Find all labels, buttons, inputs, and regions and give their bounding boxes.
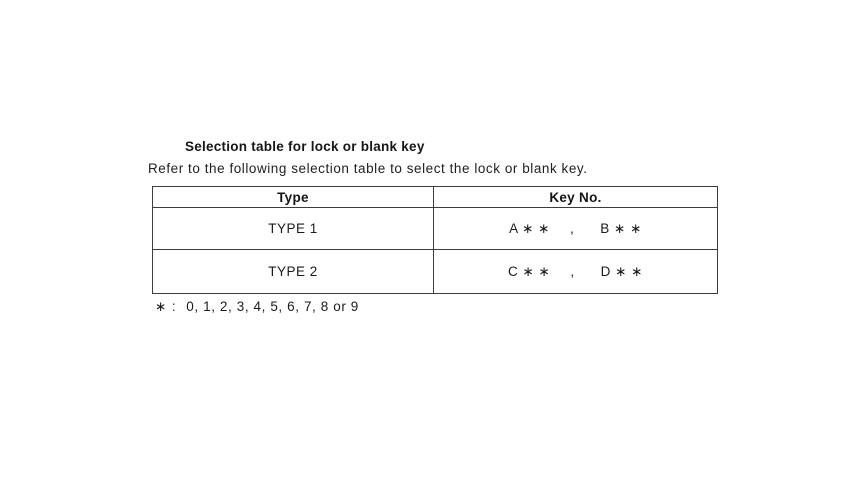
intro-text: Refer to the following selection table to select the lock or blank key. xyxy=(148,161,588,176)
key-separator: , xyxy=(570,263,575,279)
key-no-cell xyxy=(434,208,718,250)
key-no-cell xyxy=(434,250,718,294)
type-cell: TYPE 2 xyxy=(153,250,434,294)
table-header-row xyxy=(153,187,718,208)
footnote xyxy=(155,299,359,315)
key-first: C ∗ ∗ xyxy=(507,263,551,279)
section-heading: Selection table for lock or blank key xyxy=(185,139,425,154)
footnote-values: 0, 1, 2, 3, 4, 5, 6, 7, 8 or 9 xyxy=(186,299,359,314)
key-second: D ∗ ∗ xyxy=(600,263,643,279)
selection-table xyxy=(152,186,718,294)
table-row xyxy=(153,208,718,250)
type-cell: TYPE 1 xyxy=(153,208,434,250)
footnote-colon: : xyxy=(171,299,177,314)
key-first: A ∗ ∗ xyxy=(509,220,550,236)
key-separator: , xyxy=(569,220,575,236)
table-row xyxy=(153,250,718,294)
column-header-type: Type xyxy=(153,187,434,208)
key-second: B ∗ ∗ xyxy=(600,220,642,236)
column-header-key-no: Key No. xyxy=(434,187,718,208)
asterisk-symbol: ∗ xyxy=(155,299,167,314)
